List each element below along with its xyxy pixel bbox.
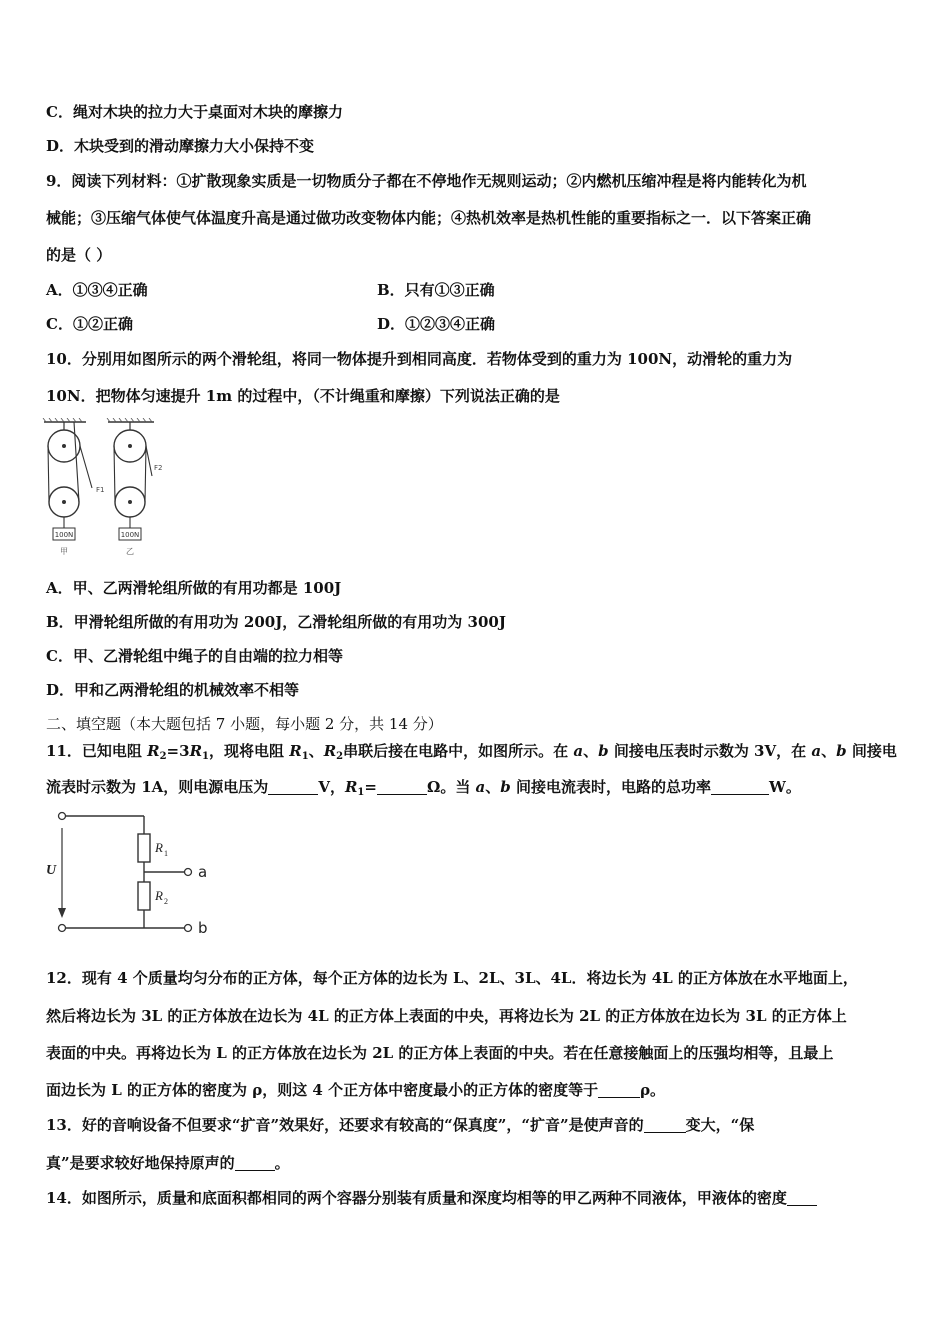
q10-line-1: 10．分别用如图所示的两个滑轮组，将同一物体提升到相同高度．若物体受到的重力为 100N，动滑轮的重力为: [46, 350, 793, 368]
left-caption: 甲: [60, 547, 68, 556]
r1-label: R: [155, 840, 163, 855]
r2-label: R: [155, 888, 163, 903]
q9-line-2: 械能；③压缩气体使气体温度升高是通过做功改变物体内能；④热机效率是热机性能的重要指标之一．以下答案正确: [46, 209, 812, 227]
q9-option-c: C．①②正确: [46, 315, 133, 333]
right-weight-label: 100N: [120, 531, 140, 539]
pulley-system-right: [107, 418, 162, 556]
q12-line-4: 面边长为 L 的正方体的密度为 ρ，则这 4 个正方体中密度最小的正方体的密度等于 ρ。: [46, 1081, 666, 1099]
answer-blank: [377, 780, 427, 795]
q12-line-3: 表面的中央。再将边长为 L 的正方体放在边长为 2L 的正方体上表面的中央。若在任意接触面上的压强均相等，且最上: [46, 1044, 834, 1062]
q13-line-1: 13．好的音响设备不但要求“扩音”效果好，还要求有较高的“保真度”，“扩音”是使声音的 变大，“保: [46, 1116, 755, 1134]
force-label-left: F1: [96, 486, 105, 494]
q12-line-1: 12．现有 4 个质量均匀分布的正方体，每个正方体的边长为 L、2L、3L、4L．将边长为 4L 的正方体放在水平地面上，: [46, 969, 858, 987]
q14-line-1: 14．如图所示，质量和底面积都相同的两个容器分别装有质量和深度均相等的甲乙两种不同液体，甲液体的密度: [46, 1188, 817, 1208]
section-2-heading: 二、填空题（本大题包括 7 小题，每小题 2 分，共 14 分）: [46, 715, 443, 733]
force-label-right: F2: [154, 464, 163, 472]
terminal-b-label: b: [198, 919, 208, 937]
q9-line-1: 9．阅读下列材料：①扩散现象实质是一切物质分子都在不停地作无规则运动；②内燃机压缩冲程是将内能转化为机: [46, 172, 807, 190]
q13-line-2: 真”是要求较好地保持原声的 。: [46, 1154, 290, 1172]
q10-option-a: A．甲、乙两滑轮组所做的有用功都是 100J: [46, 579, 342, 597]
voltage-label: U: [46, 863, 57, 878]
circuit-diagram: [40, 808, 230, 938]
answer-blank: [644, 1118, 686, 1133]
q10-option-d: D．甲和乙两滑轮组的机械效率不相等: [46, 681, 300, 699]
q8-option-c: C．绳对木块的拉力大于桌面对木块的摩擦力: [46, 103, 343, 121]
answer-blank: [235, 1156, 275, 1171]
r1-subscript: 1: [164, 849, 168, 858]
right-caption: 乙: [126, 547, 134, 556]
q8-option-d: D．木块受到的滑动摩擦力大小保持不变: [46, 137, 315, 155]
pulley-system-left: [43, 418, 104, 556]
answer-blank: [268, 780, 318, 795]
q10-option-b: B．甲滑轮组所做的有用功为 200J，乙滑轮组所做的有用功为 300J: [46, 613, 506, 631]
r2-subscript: 2: [164, 897, 168, 906]
left-weight-label: 100N: [54, 531, 74, 539]
q9-option-a: A．①③④正确: [46, 281, 148, 299]
q11-line-2: 流表时示数为 1A，则电源电压为 V，$R_1= \Omega$。当 a、b 间接电流表时，电路的总功率 W。: [46, 778, 801, 798]
q9-option-b: B．只有①③正确: [377, 281, 495, 299]
q9-option-d: D．①②③④正确: [377, 315, 496, 333]
answer-blank: [598, 1083, 640, 1098]
answer-blank: [711, 780, 769, 795]
q11-line-1: 11．已知电阻 $R_2=3R_1$，现将电阻 $R_1$、$R_2$串联后接在电路中，如图所示。在 a、b 间接电压表时示数为 3V，在 a、b 间接电: [46, 742, 897, 762]
q10-option-c: C．甲、乙滑轮组中绳子的自由端的拉力相等: [46, 647, 343, 665]
terminal-a-label: a: [198, 863, 208, 881]
pulley-figure: [40, 418, 180, 563]
q9-line-3: 的是（ ）: [46, 246, 112, 264]
q12-line-2: 然后将边长为 3L 的正方体放在边长为 4L 的正方体上表面的中央，再将边长为 2L 的正方体放在边长为 3L 的正方体上: [46, 1007, 847, 1025]
q10-line-2: 10N．把物体匀速提升 1m 的过程中，（不计绳重和摩擦）下列说法正确的是: [46, 387, 560, 405]
answer-blank: [787, 1191, 817, 1206]
